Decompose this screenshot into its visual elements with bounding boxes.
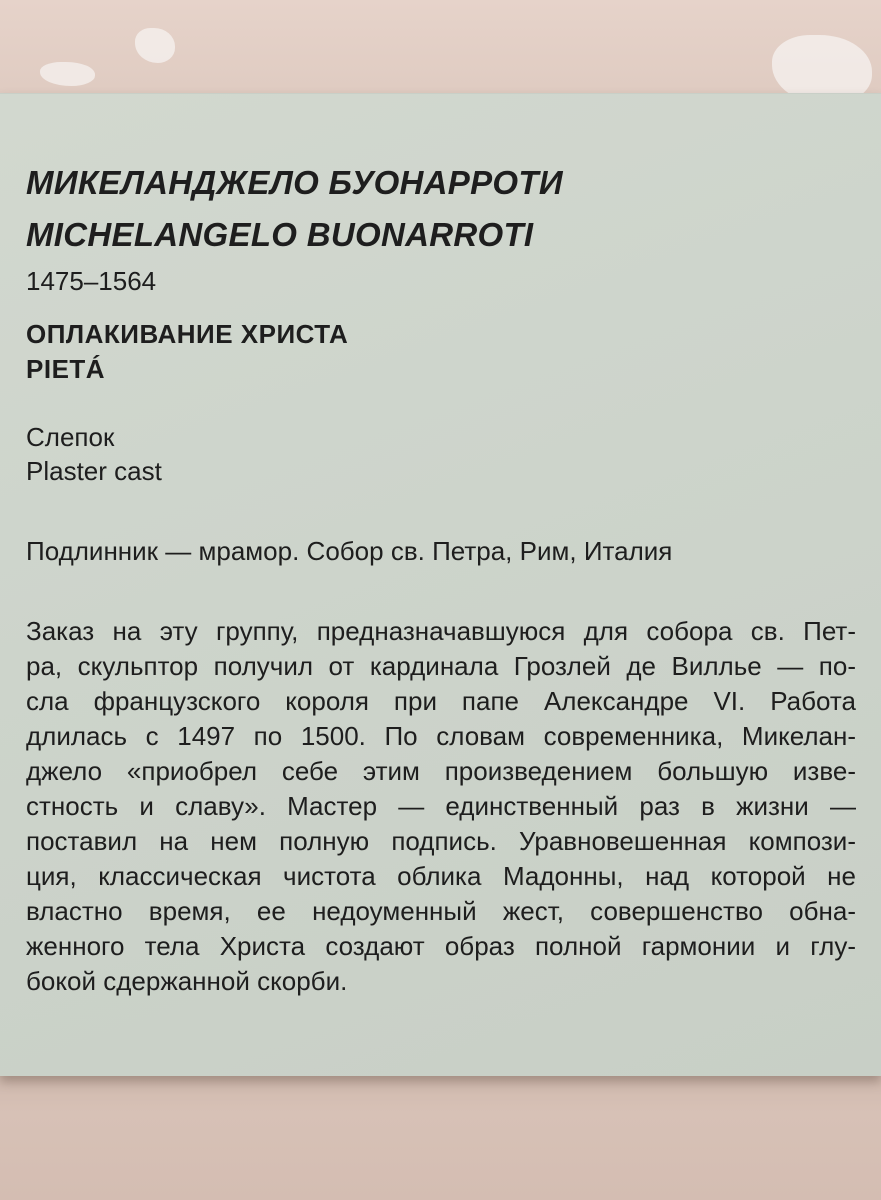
original-location: Подлинник — мрамор. Собор св. Петра, Рим, Италия — [26, 536, 673, 566]
description-line: ра, скульптор получил от кардинала Грозлей де Виллье — по- — [26, 651, 856, 681]
work-title-ru: ОПЛАКИВАНИЕ ХРИСТА — [26, 319, 349, 349]
description-line: поставил на нем полную подпись. Уравновешенная компози- — [26, 826, 856, 856]
description-line: джело «приобрел себе этим произведением большую изве- — [26, 756, 856, 786]
artist-name-en: MICHELANGELO BUONARROTI — [26, 216, 534, 253]
description-line: ция, классическая чистота облика Мадонны, над которой не — [26, 861, 856, 891]
description-line: длилась с 1497 по 1500. По словам современника, Микелан- — [26, 721, 856, 751]
work-title-en: PIETÁ — [26, 354, 106, 384]
museum-label-card — [0, 93, 881, 1076]
description-line: властно время, ее недоуменный жест, совершенство обна- — [26, 896, 856, 926]
description-line: стность и славу». Мастер — единственный раз в жизни — — [26, 791, 856, 821]
wall-background — [0, 0, 881, 100]
description-line: Заказ на эту группу, предназначавшуюся для собора св. Пет- — [26, 616, 856, 646]
description-line: женного тела Христа создают образ полной гармонии и глу- — [26, 931, 856, 961]
description-line: сла французского короля при папе Александре VI. Работа — [26, 686, 856, 716]
wall-background-lower — [0, 1075, 881, 1200]
medium-en: Plaster cast — [26, 456, 162, 486]
artist-years: 1475–1564 — [26, 266, 157, 296]
description-line: бокой сдержанной скорби. — [26, 966, 348, 996]
medium-ru: Слепок — [26, 422, 115, 452]
artist-name-ru: МИКЕЛАНДЖЕЛО БУОНАРРОТИ — [26, 164, 563, 201]
